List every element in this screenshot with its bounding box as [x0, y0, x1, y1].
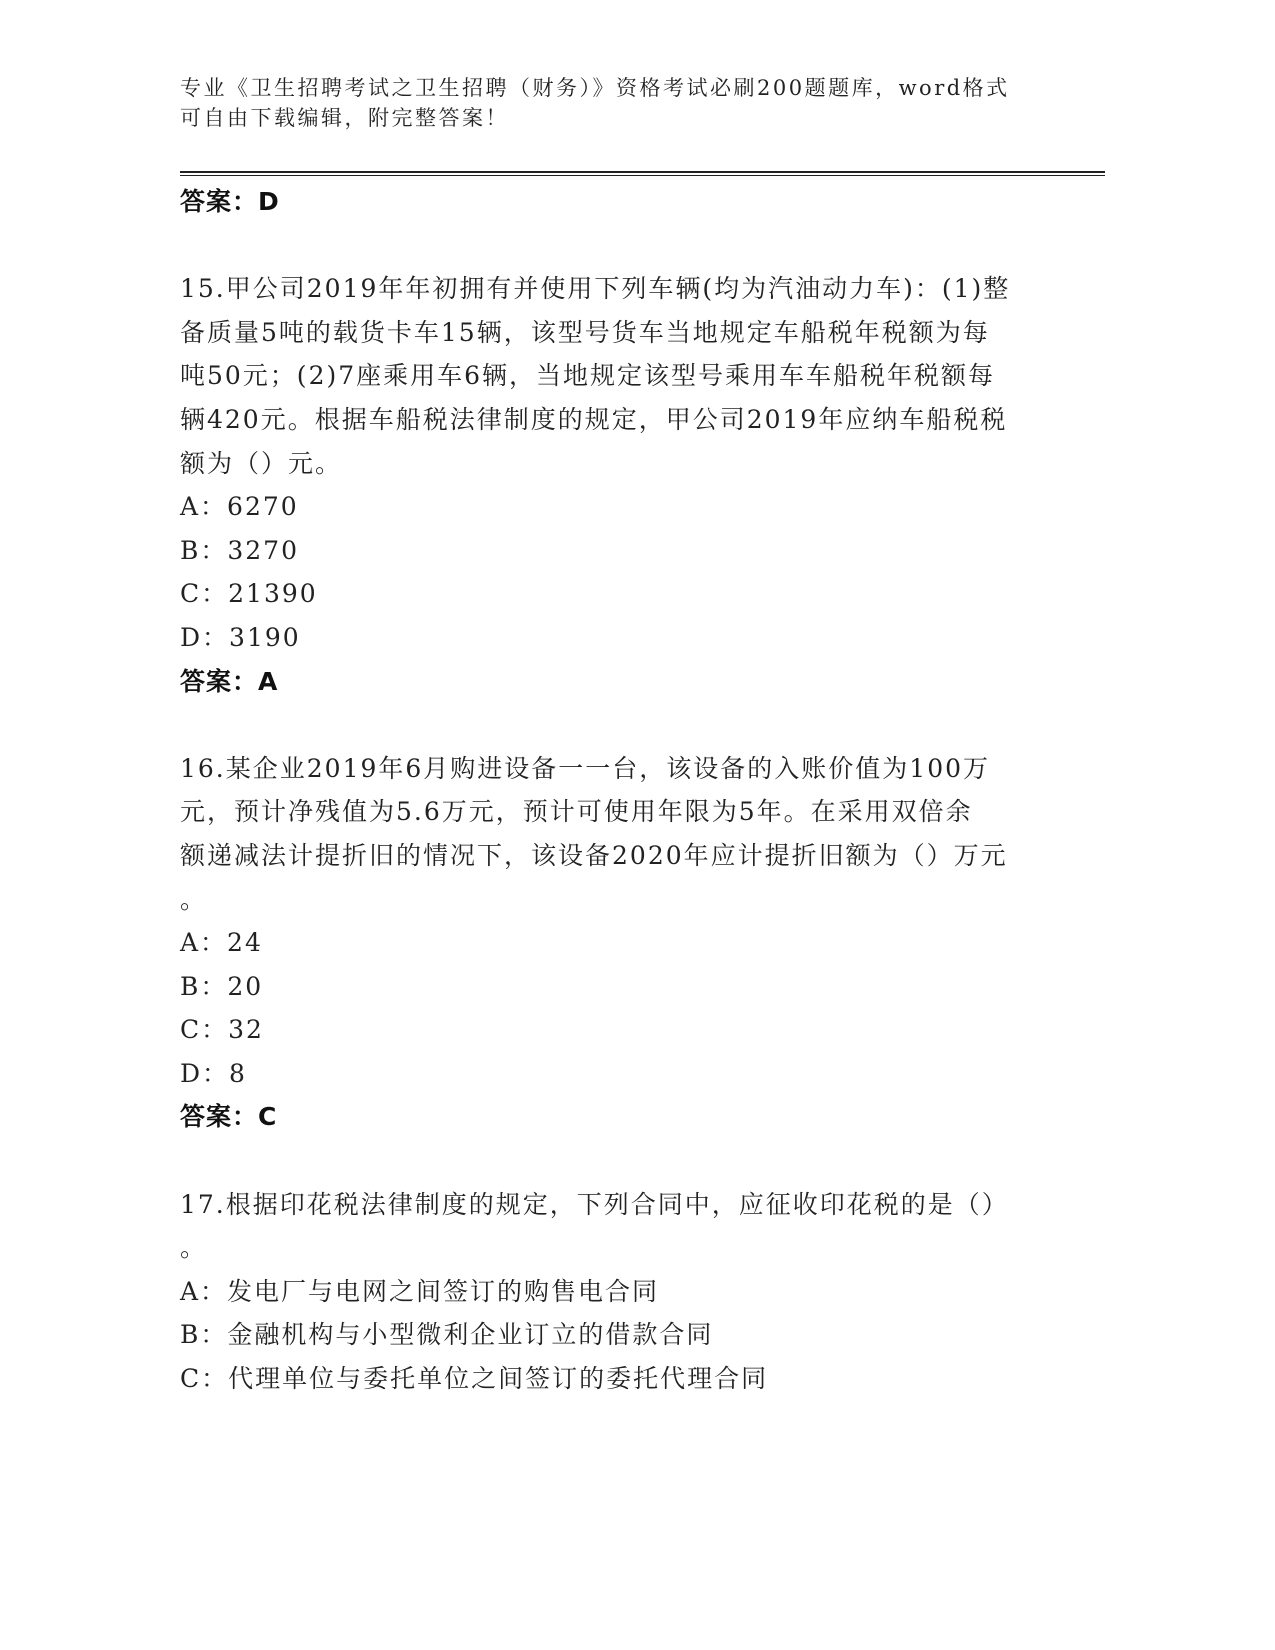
question-text-line: 17.根据印花税法律制度的规定，下列合同中，应征收印花税的是（）	[180, 1189, 1009, 1219]
question-text-line: 16.某企业2019年6月购进设备一一台，该设备的入账价值为100万	[180, 753, 991, 783]
blank-line	[180, 703, 1010, 747]
document-body	[180, 180, 1010, 1401]
option-b: B：金融机构与小型微利企业订立的借款合同	[180, 1320, 714, 1350]
blank-line	[180, 1139, 1010, 1183]
answer-line: 答案：C	[180, 1102, 278, 1132]
question-text-line: 吨50元；(2)7座乘用车6辆，当地规定该型号乘用车车船税年税额每	[180, 361, 996, 391]
question-17	[180, 1183, 1010, 1401]
option-b: B：3270	[180, 535, 299, 565]
option-a: A：发电厂与电网之间签订的购售电合同	[180, 1276, 660, 1306]
question-text-line: 15.甲公司2019年年初拥有并使用下列车辆(均为汽油动力车)：(1)整	[180, 274, 1011, 304]
question-text-line: 辆420元。根据车船税法律制度的规定，甲公司2019年应纳车船税税	[180, 404, 1008, 434]
question-15	[180, 267, 1010, 703]
question-text-line: 。	[180, 884, 208, 914]
option-d: D：8	[180, 1058, 247, 1088]
option-c: C：32	[180, 1015, 264, 1045]
page-header	[180, 73, 1010, 133]
option-a: A：24	[180, 928, 263, 958]
option-c: C：21390	[180, 579, 318, 609]
question-text-line: 元，预计净残值为5.6万元，预计可使用年限为5年。在采用双倍余	[180, 797, 973, 827]
header-divider	[180, 171, 1105, 176]
header-line: 专业《卫生招聘考试之卫生招聘（财务）》资格考试必刷200题题库，word格式	[180, 76, 1010, 100]
question-text-line: 额为（）元。	[180, 448, 343, 478]
answer-line: 答案：D	[180, 187, 280, 216]
option-b: B：20	[180, 971, 264, 1001]
option-d: D：3190	[180, 622, 301, 652]
question-16	[180, 747, 1010, 1139]
header-line: 可自由下载编辑，附完整答案！	[180, 106, 509, 130]
blank-line	[180, 224, 1010, 268]
question-text-line: 额递减法计提折旧的情况下，该设备2020年应计提折旧额为（）万元	[180, 840, 1008, 870]
question-text-line: 备质量5吨的载货卡车15辆，该型号货车当地规定车船税年税额为每	[180, 317, 990, 347]
question-text-line: 。	[180, 1233, 208, 1263]
answer-line: 答案：A	[180, 666, 279, 696]
option-c: C：代理单位与委托单位之间签订的委托代理合同	[180, 1364, 769, 1394]
option-a: A：6270	[180, 492, 299, 522]
